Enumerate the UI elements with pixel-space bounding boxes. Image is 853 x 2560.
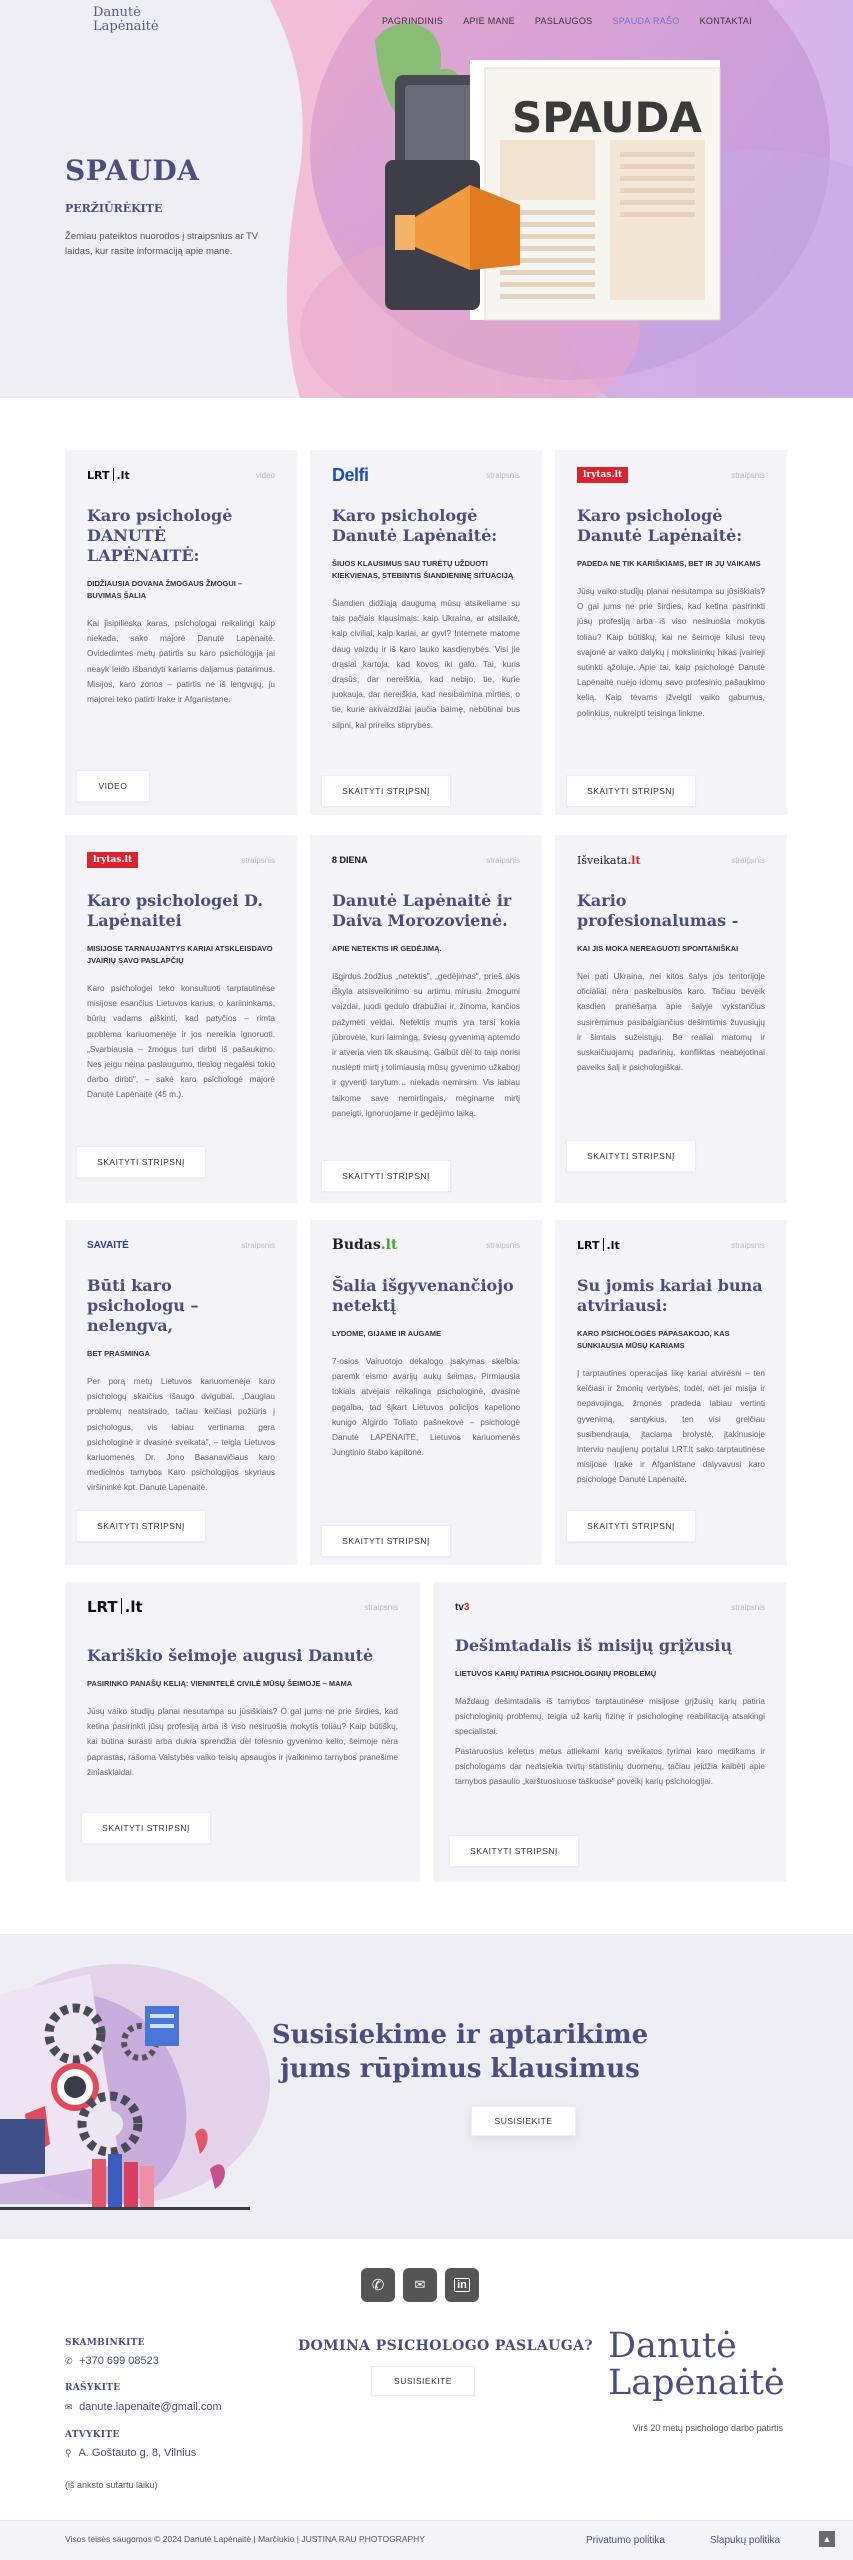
card-subtitle: PASIRINKO PANAŠŲ KELIĄ: VIENINTELĖ CIVILĖ MŪSŲ ŠEIMOJE – MAMA bbox=[87, 1679, 353, 1688]
privacy-link[interactable]: Privatumo politika bbox=[586, 2535, 665, 2546]
card-category: straipsnis bbox=[241, 1241, 275, 1250]
card-title: Karo psichologė Danutė Lapėnaitė: bbox=[577, 506, 743, 545]
isveikata-logo-suffix: .lt bbox=[627, 853, 641, 867]
card-category: straipsnis bbox=[364, 1603, 398, 1612]
email-social-button[interactable] bbox=[403, 2268, 437, 2302]
envelope-icon: ✉ bbox=[414, 2277, 426, 2292]
card-title: Būti karo psichologu – nelengva, bbox=[87, 1276, 199, 1335]
contact-section bbox=[0, 1934, 853, 2239]
page-title: SPAUDA bbox=[65, 154, 200, 187]
read-article-button[interactable]: SKAITYTI STRIPSNĮ bbox=[321, 1525, 451, 1557]
card-title: Šalia išgyvenančiojo netektį bbox=[332, 1276, 514, 1315]
phone-number: +370 699 08523 bbox=[79, 2355, 159, 2367]
copyright: Visos teisės saugomos © 2024 Danutė Lapėnaitė | Marčiukio | JUSTINA RAU PHOTOGRAPHY bbox=[65, 2534, 425, 2544]
card-title: Su jomis kariai buna atviriausi: bbox=[577, 1276, 763, 1315]
card-category: straipsnis bbox=[731, 1603, 765, 1612]
newspaper-title: SPAUDA bbox=[512, 93, 702, 142]
card-text: Išgirdus žodžius „netektis", „gedėjimas", prieš akis iškyla atsisveikinimo su artimu mirusiu žmogumi vaizdai, juodi gedulo drabužiai ir, žinoma, kančios pažymėti veidai. Netektis mums yra tarsi kokia jūbrovėlė, kuri laimingą, šviesų gyvenimą aptemdo ir atveria vien tik skausmą. Galbūt dėl to taip norisi nuslėpti mirtį į tolimiausią mūsų gyvenimo užkaborį ir gyventi tarytum… niekada nemirsim. Vis labiau taikome save nemirtingais, mėginame mirtį paneigti, ignoruojame ir gedėjimo laiką. bbox=[332, 971, 520, 1118]
card-title: Karo psichologė DANUTĖ LAPĖNAITĖ: bbox=[87, 506, 233, 565]
8diena-logo bbox=[332, 851, 368, 869]
lrt-logo bbox=[87, 466, 130, 484]
article-card bbox=[555, 450, 787, 815]
isveikata-logo-text: Išveikata bbox=[577, 853, 628, 867]
card-text: Maždaug dešimtadalis iš tarnybos tarptautinėse misijose grįžusių karių patiria psichologinių problemų, teigia už karių fizinę ir psichologinę reabilitaciją atsakingi specialistai. bbox=[455, 1696, 765, 1737]
site-logo[interactable] bbox=[93, 6, 159, 34]
card-category: straipsnis bbox=[731, 856, 765, 865]
tv3-logo-text: tv bbox=[455, 1601, 464, 1613]
contact-title: Susisiekime ir aptarikime jums rūpimus klausimus bbox=[271, 2020, 649, 2084]
video-button[interactable]: VIDEO bbox=[76, 770, 150, 802]
tv3-logo bbox=[455, 1598, 469, 1616]
email-value[interactable] bbox=[65, 2401, 222, 2413]
chevron-up-icon: ▲ bbox=[822, 2534, 832, 2544]
article-card bbox=[310, 835, 542, 1203]
hero-illustration bbox=[0, 0, 853, 398]
card-subtitle: MISIJOSE TARNAUJANTYS KARIAI ATSKLEISDAVO JVAIRIŲ SAVO PASLAPČIŲ bbox=[87, 944, 273, 965]
logo-line2: Lapėnaitė bbox=[93, 19, 159, 34]
card-category: straipsnis bbox=[486, 856, 520, 865]
card-category: straipsnis bbox=[486, 471, 520, 480]
lrt-logo-suffix: .lt bbox=[116, 469, 130, 482]
budas-logo-text: Budas bbox=[332, 1237, 381, 1253]
card-text-2: Pastaruosius keletus metus atliekami karių sveikatos tyrimai karo medikams ir psichologams dar neatsiekia tvirtų statistinių duomenų, tačiau įeidžia kalbėti apie tarnybos pasaulio „karštuosiuose taškuose" poveikį karių psichologijai. bbox=[455, 1745, 765, 1787]
read-article-button[interactable]: SKAITYTI STRIPSNĮ bbox=[76, 1510, 206, 1542]
article-card bbox=[555, 835, 787, 1203]
email-address: danute.lapenaite@gmail.com bbox=[79, 2401, 222, 2413]
card-subtitle: ŠIUOS KLAUSIMUS SAU TURĖTŲ UŽDUOTI KIEKVIENAS, STEBINTIS ŠIANDIENINĘ SITUACIJĄ bbox=[332, 559, 514, 580]
card-text: Per porą metų Lietuvos kariuomenėje karo psichologų skaičius išaugo dvigubai. „Daugiau problemų neatsirado, tačiau keičiasi požiūris į psichologus, vis labiau vertinama gera psichologinė ir dvasinė sveikata", – teigia Lietuvos kariuomenės Dr. Jono Basanavičiaus karo medicinos tarnybos Karo psichologijos skyriaus viršininkė kpt. Danutė Lapėnaitė. bbox=[87, 1376, 275, 1493]
article-card bbox=[65, 1582, 420, 1882]
card-text: Nei pati Ukraina, nei kitos šalys jos teritorijoje oficialiai nėra paskelbusios karo. Tačiau beveik kasdien pranešama apie šalyje vykstančius susirėmimus pasibaigiančius dešimtimis žuvusiųjų ir šimtais sužeistųjų. Be realiai matomų ir suskaičiuojamų padarinių, konfliktas neabejotinai paveiks šalį ir psichologiškai. bbox=[577, 971, 765, 1073]
location-pin-icon: ⚲ bbox=[65, 2448, 72, 2458]
lrt-logo-text: LRT bbox=[577, 1239, 600, 1252]
card-title: Karo psichologė Danutė Lapėnaitė: bbox=[332, 506, 498, 545]
nav-item-services[interactable]: PASLAUGOS bbox=[534, 16, 593, 26]
card-text: Šiandien didžiąją daugumą mūsų atsikeliame su tais pačiais klausimais: kaip Ukraina, ar atsilaikė, kaip civiliai, kaip kariai, ar gyvi? Internete matome daug vaizdų ir iš karo lauko kasdienybės. Visi jie drąsiai kartoja, kad kovos iki galo. Tai, kuris drąsūs, dar nereiškia, kad nebijo, tie, kurie juokauja, dar nereiškia, kad nesibaimina mirties, o tie, kurie akivaizdžiai jaučia baimę, nebūtinai bus silpni, kai prireiks stiprybės. bbox=[332, 598, 520, 730]
read-article-button[interactable]: SKAITYTI STRIPSNĮ bbox=[321, 775, 451, 807]
card-text: Karo psichologei teko konsultuoti tarptautinėse misijose esančius Lietuvos karius, o kariininkams, būrių vadams aiškinti, kad patyčios – rimta problema kariuomenėje ir jos nereikia ignoruoti. „Svarbiausia – žmogus turi dirbti iš pašaukimo. Nes jeigu neina paslaugumo, tiesiog negalėsi tokio darbo dirbti", – sakė karo psichologė majorė Danutė Lapėnaitė (45 m.). bbox=[87, 983, 275, 1100]
address-value bbox=[65, 2447, 196, 2459]
linkedin-social-button[interactable] bbox=[445, 2268, 479, 2302]
article-card bbox=[555, 1220, 787, 1565]
tv3-logo-number: 3 bbox=[463, 1601, 470, 1613]
logo-line1: Danutė bbox=[93, 5, 141, 20]
contact-button[interactable]: SUSISIEKITE bbox=[471, 2106, 576, 2136]
footer-cta-title: DOMINA PSICHOLOGO PASLAUGA? bbox=[298, 2338, 593, 2354]
phone-label: SKAMBINKITE bbox=[65, 2338, 145, 2348]
nav-item-contacts[interactable]: KONTAKTAI bbox=[699, 16, 752, 26]
article-card bbox=[65, 450, 297, 815]
linkedin-icon: in bbox=[454, 2278, 470, 2292]
card-text: Jūsų vaiko studijų planai nesutampa su jūsiškiais? O gal jums ne prie širdies, kad ketina pasirinkti jūsų profesiją arba iš viso nesiruošia mokytis toliau? Kaip būtiškų, kai ne šeimoje kilusi tėvų svajonė ar vaiko dalykų į mokslininkų hikas įvairieji sutinkti ąžoluje. Apie tai, kaip psichologė Danutė Lapėnaitė nuėjo idomų savo profesinio pašaukimo kelią. Kaip tėvams įžvelgti vaiko gabumus, polinkius, nukreipti teisinga linkme. bbox=[577, 586, 765, 718]
read-article-button[interactable]: SKAITYTI STRIPSNĮ bbox=[321, 1160, 451, 1192]
8diena-logo-text: 8 DIENA bbox=[332, 855, 368, 865]
card-category: straipsnis bbox=[731, 1241, 765, 1250]
footer-contact-button[interactable]: SUSISIEKITE bbox=[371, 2366, 475, 2396]
card-title: Dešimtadalis iš misijų grįžusių bbox=[455, 1636, 732, 1655]
lrytas-logo-text: lrytas.lt bbox=[577, 467, 628, 483]
card-category: video bbox=[255, 471, 275, 480]
lrt-logo-suffix: .lt bbox=[124, 1598, 143, 1616]
card-category: straipsnis bbox=[731, 471, 765, 480]
footer-logo[interactable] bbox=[608, 2328, 785, 2402]
card-title: Danutė Lapėnaitė ir Daiva Morozovienė. bbox=[332, 891, 512, 930]
lrt-logo-suffix: .lt bbox=[606, 1239, 620, 1252]
article-card bbox=[65, 835, 297, 1203]
read-article-button[interactable]: SKAITYTI STRIPSNĮ bbox=[81, 1812, 211, 1844]
card-subtitle: PADEDA NE TIK KARIŠKIAMS, BET IR JŲ VAIKAMS bbox=[577, 559, 761, 568]
address-label: ATVYKITE bbox=[65, 2430, 120, 2440]
card-subtitle: LIETUVOS KARIŲ PATIRIA PSICHOLOGINIŲ PROBLEMŲ bbox=[455, 1669, 657, 1678]
nav-item-press[interactable]: SPAUDA RAŠO bbox=[612, 16, 680, 26]
read-article-button[interactable]: SKAITYTI STRIPSNĮ bbox=[566, 1510, 696, 1542]
lrt-logo bbox=[87, 1598, 143, 1616]
phone-value[interactable] bbox=[65, 2355, 159, 2367]
read-article-button[interactable]: SKAITYTI STRIPSNĮ bbox=[566, 1140, 696, 1172]
article-card bbox=[310, 1220, 542, 1565]
address-text: A. Goštauto g. 8, Vilnius bbox=[78, 2447, 197, 2459]
card-category: straipsnis bbox=[486, 1241, 520, 1250]
phone-social-button[interactable] bbox=[361, 2268, 395, 2302]
footer-logo-line2: Lapėnaitė bbox=[608, 2363, 785, 2403]
lrt-logo bbox=[577, 1236, 620, 1254]
article-card bbox=[433, 1582, 787, 1882]
card-text: Kai jisipilieska karas, psichologai reikalingi kaip niekada, sako majorė Danutė Lapėnaitė. Ovidedimtes metų patirtis su karo psichologija jai neayk leido išbandyti kariams daljamus patarimus. Misijos, karo zonos – patirtis ne iš lengvųjų, ju majorei teko patirti Irake ir Afganistane. bbox=[87, 618, 275, 705]
card-text: 7-osios Vairuotojo dekalogo įsakymas skelbia: paremk eismo avarijų aukų šeimas. Pirmiausia tokiais atvejais reikalinga psichologinė, dvasinė pagalba, tad šįkart Lietuvos policijos kapeliono kunigo Algirdo Toliato pašnekovė – psichologė Danutė LAPĖNAITĖ, Lietuvos kariuomenės Jungtinio štabo kapitonė. bbox=[332, 1356, 520, 1458]
read-article-button[interactable]: SKAITYTI STRIPSNĮ bbox=[76, 1146, 206, 1178]
card-subtitle: APIE NETEKTIS IR GEDĖJIMĄ. bbox=[332, 944, 442, 953]
email-label: RAŠYKITE bbox=[65, 2383, 121, 2393]
cookies-link[interactable]: Slapukų politika bbox=[710, 2535, 781, 2546]
delfi-logo bbox=[332, 466, 369, 484]
envelope-small-icon: ✉ bbox=[65, 2402, 73, 2412]
bottom-bar bbox=[0, 2520, 853, 2560]
phone-icon: ✆ bbox=[371, 2277, 385, 2294]
article-card bbox=[65, 1220, 297, 1565]
card-text: Jūsų vaiko studijų planai nesutampa su jūsiškiais? O gal jums ne prie širdies, kad ketina pasirinkti jūsų profesiją arba iš viso nesiruošia mokytis toliau? Kaip būtiškų, kai būtina surasti arba dukra sprendžia dėl tolesnio gyvenimo kelio, šeimoje nėra paprastas, rašoma Valstybės vaiko teisių apsaugos ir įvaikinimo tarnybos pranešime žiniasklaidai. bbox=[87, 1706, 398, 1777]
nav-item-about[interactable]: APIE MANE bbox=[463, 16, 515, 26]
savaite-logo bbox=[87, 1236, 129, 1254]
footer-tagline: Virš 20 metų psichologo darbo patirtis bbox=[632, 2423, 783, 2433]
read-article-button[interactable]: SKAITYTI STRIPSNĮ bbox=[566, 775, 696, 807]
footer-logo-line1: Danutė bbox=[608, 2326, 737, 2366]
card-subtitle: DIDŽIAUSIA DOVANA ŽMOGAUS ŽMOGUI – BUVIMAS ŠALIA bbox=[87, 579, 243, 600]
budas-logo bbox=[332, 1236, 397, 1254]
lrt-logo-text: LRT bbox=[87, 1598, 118, 1616]
address-note: (iš anksto sutartu laiku) bbox=[65, 2480, 158, 2490]
read-article-button[interactable]: SKAITYTI STRIPSNĮ bbox=[449, 1835, 579, 1867]
lrt-logo-text: LRT bbox=[87, 469, 110, 482]
hero-section bbox=[0, 0, 853, 398]
card-text: Į tarptautines operacijas likę kariai atvirėsni – ten keičiasi ir žmonių vertybės, todėl, net jei misija ir nepavojinga, žmonės pradeda labiau vertinti gyvenimą, santykius, ten visi greičiau susibendrauja, įtaciama brolystė, įtakinusioje interviu naujienų portalui LRT.lt sako tarptautinėse misijose Irake ir Afganistane dalyvavusi karo psichologė Danutė Lapėnaitė. bbox=[577, 1368, 765, 1485]
card-title: Karo psichologei D. Lapėnaitei bbox=[87, 891, 263, 930]
main-nav bbox=[382, 16, 752, 26]
card-title: Kariškio šeimoje augusi Danutė bbox=[87, 1646, 374, 1665]
card-title: Kario profesionalumas - bbox=[577, 891, 739, 930]
isveikata-logo bbox=[577, 851, 641, 869]
budas-logo-suffix: .lt bbox=[380, 1237, 398, 1253]
lrytas-logo bbox=[577, 466, 628, 484]
card-subtitle: BET PRASMINGA bbox=[87, 1349, 150, 1358]
card-subtitle: KAI JIS MOKA NEREAGUOTI SPONTANIŠKAI bbox=[577, 944, 739, 953]
contact-illustration bbox=[0, 1934, 853, 2239]
page-description: Žemiau pateiktos nuorodos į straipsnius ar TV laidas, kur rasite informaciją apie mane. bbox=[65, 231, 259, 257]
phone-small-icon: ✆ bbox=[65, 2356, 73, 2366]
back-to-top-button[interactable] bbox=[819, 2531, 835, 2547]
article-card bbox=[310, 450, 542, 815]
lrytas-logo-text: lrytas.lt bbox=[87, 852, 138, 868]
delfi-logo-text: Delfi bbox=[332, 464, 369, 485]
card-subtitle: KARO PSICHOLOGĖS PAPASAKOJO, KAS SUNKIAUSIA MŪSŲ KARIAMS bbox=[577, 1329, 730, 1350]
savaite-logo-text: SAVAITĖ bbox=[87, 1239, 129, 1251]
nav-item-home[interactable]: PAGRINDINIS bbox=[382, 16, 444, 26]
page-subtitle: PERŽIŪRĖKITE bbox=[65, 202, 163, 215]
lrytas-logo bbox=[87, 851, 138, 869]
card-category: straipsnis bbox=[241, 856, 275, 865]
card-subtitle: LYDOME, GIJAME IR AUGAME bbox=[332, 1329, 442, 1338]
